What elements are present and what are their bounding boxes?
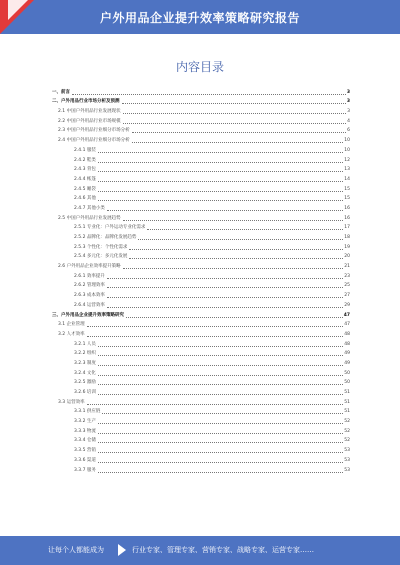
toc-leader-dots (132, 142, 344, 143)
toc-entry[interactable] (52, 309, 350, 319)
toc-entry-page: 53 (344, 448, 350, 454)
toc-leader-dots (98, 375, 343, 376)
toc-leader-dots (98, 181, 343, 182)
toc-entry-label: 2.4.2 鞋类 (74, 157, 96, 163)
toc-leader-dots (98, 462, 343, 463)
toc-entry[interactable] (52, 357, 350, 367)
toc-entry-page: 52 (344, 419, 350, 425)
arrow-icon (118, 544, 126, 556)
toc-entry-page: 15 (344, 196, 350, 202)
toc-leader-dots (123, 268, 344, 269)
toc-entry[interactable] (52, 377, 350, 387)
toc-leader-dots (87, 326, 344, 327)
toc-entry-page: 25 (344, 283, 350, 289)
toc-entry-label: 2.6.4 运营效率 (74, 302, 105, 308)
toc-entry-label: 3.1 企业管理 (58, 322, 85, 328)
toc-entry-label: 三、户外用品企业提升效率策略研究 (52, 312, 124, 318)
toc-entry-label: 2.4.6 其他 (74, 196, 96, 202)
toc-leader-dots (87, 404, 344, 405)
toc-entry[interactable] (52, 270, 350, 280)
toc-leader-dots (123, 123, 347, 124)
toc-leader-dots (129, 258, 343, 259)
toc-entry-page: 51 (344, 399, 350, 405)
toc-entry-label: 2.4.4 帐篷 (74, 176, 96, 182)
toc-leader-dots (87, 336, 344, 337)
toc-entry-page: 51 (344, 390, 350, 395)
toc-entry[interactable] (52, 164, 350, 174)
toc-entry[interactable] (52, 280, 350, 290)
toc-entry-page: 51 (344, 409, 350, 415)
toc-entry-page: 27 (344, 293, 350, 299)
toc-entry[interactable] (52, 231, 350, 241)
toc-entry-label: 2.6.1 效率提升 (74, 273, 105, 279)
footer-banner (0, 536, 400, 565)
toc-leader-dots (123, 113, 347, 114)
toc-entry-label: 2.4.7 其他小类 (74, 205, 105, 211)
toc-entry-page: 49 (344, 360, 350, 366)
toc-entry-label: 2.2 中国户外用品行业市场规模 (58, 118, 121, 124)
toc-entry[interactable] (52, 193, 350, 203)
toc-entry-page: 18 (344, 235, 350, 240)
toc-entry[interactable] (52, 202, 350, 212)
toc-entry-label: 3.3.6 渠道 (74, 457, 96, 463)
toc-entry-page: 48 (344, 341, 350, 347)
toc-entry[interactable] (52, 425, 350, 435)
toc-entry[interactable] (52, 105, 350, 115)
toc-leader-dots (98, 162, 343, 163)
toc-entry-page: 20 (344, 254, 350, 260)
toc-entry-label: 一、前言 (52, 89, 70, 95)
toc-entry[interactable] (52, 444, 350, 454)
toc-leader-dots (102, 413, 343, 414)
toc-leader-dots (129, 249, 343, 250)
toc-entry-page: 49 (344, 351, 350, 357)
toc-entry-label: 3.2.1 人员 (74, 341, 96, 347)
toc-entry[interactable] (52, 96, 350, 106)
toc-entry-page: 19 (344, 244, 350, 250)
toc-entry[interactable] (52, 173, 350, 183)
toc-entry-page: 52 (344, 428, 350, 434)
toc-leader-dots (147, 229, 343, 230)
toc-entry[interactable] (52, 134, 350, 144)
toc-leader-dots (98, 442, 343, 443)
toc-entry[interactable] (52, 415, 350, 425)
toc-entry-page: 10 (344, 147, 350, 153)
toc-entry[interactable] (52, 406, 350, 416)
toc-entry[interactable] (52, 125, 350, 135)
toc-entry[interactable] (52, 328, 350, 338)
toc-entry-page: 21 (344, 264, 350, 270)
footer-roles-text: 行业专家、管理专家、营销专家、战略专家、运营专家…… (132, 546, 314, 554)
toc-entry-label: 2.4.3 背包 (74, 167, 96, 173)
toc-leader-dots (123, 220, 344, 221)
toc-entry-label: 2.5 中国户外用品行业发展趋势 (58, 215, 121, 221)
toc-entry-page: 29 (344, 302, 350, 308)
toc-entry-label: 3.3.1 供应链 (74, 409, 101, 415)
toc-entry-page: 14 (344, 176, 350, 182)
toc-entry-page: 52 (344, 438, 350, 444)
toc-entry[interactable] (52, 386, 350, 396)
toc-entry-page: 6 (347, 128, 350, 134)
toc-entry-label: 3.2 人才效率 (58, 331, 85, 337)
toc-entry-page: 47 (344, 322, 350, 328)
toc-entry-page: 53 (344, 467, 350, 473)
toc-entry-label: 2.5.3 个性化：个性化需求 (74, 244, 128, 250)
toc-entry[interactable] (52, 299, 350, 309)
toc-entry[interactable] (52, 454, 350, 464)
toc-entry[interactable] (52, 367, 350, 377)
toc-entry-page: 15 (344, 186, 350, 192)
toc-entry-label: 3.3.2 生产 (74, 419, 96, 425)
toc-leader-dots (98, 384, 343, 385)
toc-entry[interactable] (52, 435, 350, 445)
toc-entry-label: 2.4 中国户外用品行业细分市场分析 (58, 138, 130, 144)
toc-entry[interactable] (52, 154, 350, 164)
toc-leader-dots (98, 346, 343, 347)
toc-entry-label: 3.2.2 组织 (74, 351, 96, 357)
toc-leader-dots (138, 239, 343, 240)
toc-leader-dots (132, 132, 347, 133)
toc-leader-dots (98, 152, 343, 153)
toc-entry-label: 2.5.2 品牌化：品牌化发展趋势 (74, 235, 137, 240)
toc-entry-page: 47 (343, 312, 350, 318)
toc-entry[interactable] (52, 86, 350, 96)
toc-entry[interactable] (52, 241, 350, 251)
toc-entry-label: 2.1 中国户外用品行业发展现状 (58, 109, 121, 115)
toc-entry-page: 3 (346, 89, 350, 95)
toc-entry-label: 2.5.4 多元化：多元化发展 (74, 254, 128, 260)
toc-leader-dots (107, 307, 343, 308)
report-title: 户外用品企业提升效率策略研究报告 (99, 11, 300, 25)
toc-entry[interactable] (52, 222, 350, 232)
toc-entry-page: 50 (344, 370, 350, 376)
toc-leader-dots (98, 423, 343, 424)
toc-entry-label: 3.3.5 营销 (74, 448, 96, 454)
toc-entry-page: 16 (344, 205, 350, 211)
toc-entry-label: 2.6.2 管理效率 (74, 283, 105, 289)
toc-entry-page: 12 (344, 157, 350, 163)
toc-leader-dots (98, 433, 343, 434)
toc-entry-label: 2.6.3 成本效率 (74, 293, 105, 299)
report-header (0, 0, 400, 34)
toc-entry-label: 3.2.3 制度 (74, 360, 96, 366)
toc-leader-dots (107, 297, 343, 298)
toc-leader-dots (72, 94, 346, 95)
toc-entry[interactable] (52, 251, 350, 261)
toc-entry-page: 23 (344, 273, 350, 279)
toc-entry[interactable] (52, 464, 350, 474)
toc-entry-label: 3.2.6 培训 (74, 390, 96, 395)
toc-leader-dots (98, 171, 343, 172)
toc-entry-page: 3 (347, 109, 350, 115)
toc-leader-dots (107, 287, 343, 288)
toc-entry[interactable] (52, 338, 350, 348)
table-of-contents (52, 86, 350, 474)
toc-entry[interactable] (52, 115, 350, 125)
toc-entry[interactable] (52, 396, 350, 406)
toc-leader-dots (98, 365, 343, 366)
toc-entry-page: 48 (344, 331, 350, 337)
toc-entry-label: 2.5.1 专业化：户外运动专业化需求 (74, 225, 146, 231)
toc-entry[interactable] (52, 183, 350, 193)
toc-entry[interactable] (52, 212, 350, 222)
toc-entry-label: 3.2.5 激励 (74, 380, 96, 386)
toc-entry-label: 2.3 中国户外用品行业细分市场分析 (58, 128, 130, 134)
toc-entry[interactable] (52, 348, 350, 358)
toc-leader-dots (107, 278, 343, 279)
toc-entry-page: 50 (344, 380, 350, 386)
toc-leader-dots (126, 317, 343, 318)
toc-entry-label: 2.4.5 睡袋 (74, 186, 96, 192)
footer-lead-text: 让每个人都能成为 (48, 546, 104, 554)
toc-leader-dots (122, 103, 346, 104)
toc-leader-dots (98, 472, 343, 473)
toc-entry-label: 3.2.4 文化 (74, 370, 96, 376)
toc-leader-dots (98, 394, 343, 395)
toc-leader-dots (98, 200, 343, 201)
toc-leader-dots (98, 191, 343, 192)
toc-entry-label: 3.3 运营效率 (58, 399, 85, 405)
toc-entry-page: 4 (347, 118, 350, 124)
toc-entry-page: 13 (344, 167, 350, 173)
toc-leader-dots (98, 452, 343, 453)
toc-entry-page: 17 (344, 225, 350, 231)
toc-entry-page: 16 (344, 215, 350, 221)
toc-entry-page: 53 (344, 457, 350, 463)
toc-entry[interactable] (52, 260, 350, 270)
toc-entry-page: 10 (344, 138, 350, 144)
toc-entry-label: 3.3.3 物流 (74, 428, 96, 434)
toc-entry[interactable] (52, 289, 350, 299)
toc-entry-label: 2.6 户外用品企业效率提升策略 (58, 264, 121, 270)
toc-entry-page: 3 (346, 99, 350, 105)
toc-entry-label: 3.3.4 仓储 (74, 438, 96, 444)
toc-entry[interactable] (52, 319, 350, 329)
toc-entry-label: 2.4.1 服装 (74, 147, 96, 153)
toc-leader-dots (107, 210, 343, 211)
toc-entry[interactable] (52, 144, 350, 154)
toc-entry-label: 3.3.7 服务 (74, 467, 96, 473)
toc-entry-label: 二、户外用品行业市场分析及预测 (52, 99, 120, 105)
toc-leader-dots (98, 355, 343, 356)
toc-heading: 内容目录 (175, 60, 224, 74)
